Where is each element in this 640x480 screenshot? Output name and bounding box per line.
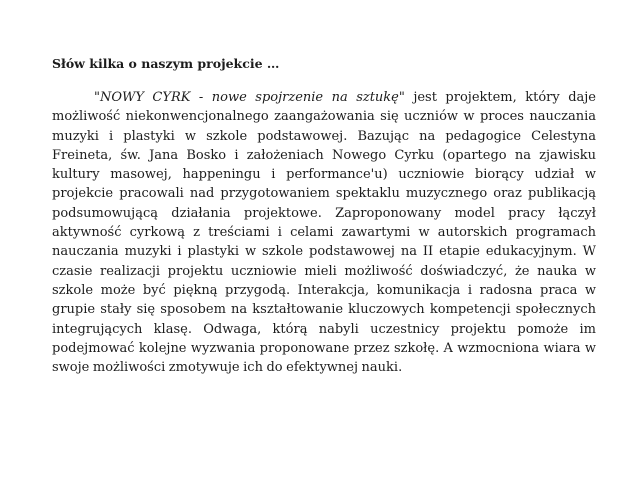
document-page: [52, 56, 596, 377]
paragraph-body: jest projektem, który daje możliwość niekonwencjonalnego zaangażowania się uczniów w proces nauczania muzyki i plastyki w szkole podstawowej. Bazując na pedagogice Celestyna Freineta, św. Jana Bosko i założeniach Nowego Cyrku (opartego na zjawisku kultury masowej, happeningu i performance'u) uczniowie biorący udział w projekcie pracowali nad przygotowaniem spektaklu muzycznego oraz publikacją podsumowującą działania projektowe. Zaproponowany model pracy łączył aktywność cyrkową z treściami i celami zawartymi w autorskich programach nauczania muzyki i plastyki w szkole podstawowej na II etapie edukacyjnym. W czasie realizacji projektu uczniowie mieli możliwość doświadczyć, że nauka w szkole może być piękną przygodą. Interakcja, komunikacja i radosna praca w grupie stały się sposobem na kształtowanie kluczowych kompetencji społecznych integrujących klasę. Odwaga, którą nabyli uczestnicy projektu pomoże im podejmować kolejne wyzwania proponowane przez szkołę. A wzmocniona wiara w swoje możliwości zmotywuje ich do efektywnej nauki.: [52, 90, 596, 376]
document-paragraph: [52, 88, 596, 377]
project-title-quote: "NOWY CYRK - nowe spojrzenie na sztukę": [94, 90, 405, 105]
document-heading: Słów kilka o naszym projekcie …: [52, 56, 280, 71]
